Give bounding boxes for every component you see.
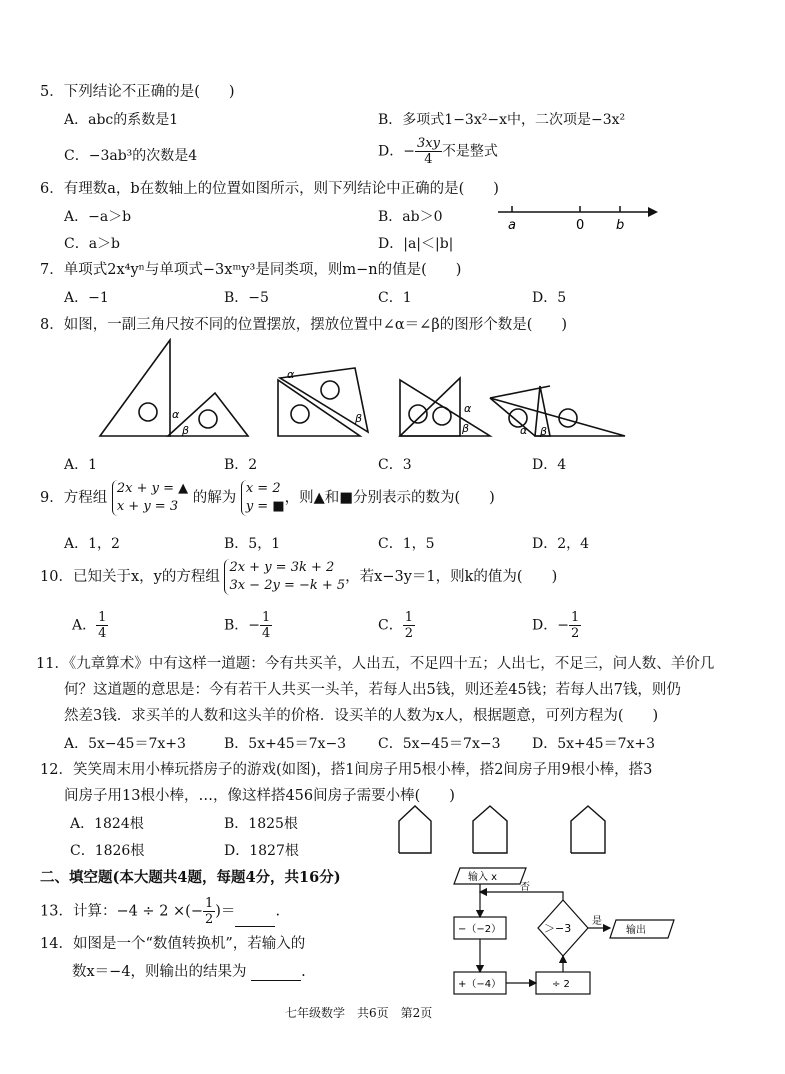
flowchart: [440, 860, 690, 1005]
q6-option-a: A．−a＞b: [64, 209, 132, 225]
q6-option-d: D．|a|＜|b|: [378, 236, 454, 252]
fig3-alpha: α: [464, 402, 472, 415]
q11-line-1: 11．《九章算术》中有这样一道题：今有共买羊，人出五，不足四十五；人出七，不足三，问人数、羊价几: [36, 656, 715, 672]
q14-line-2: 数x＝−4，则输出的结果为 .: [72, 964, 306, 980]
fig2-beta: β: [355, 412, 363, 425]
flow-output-label: 输出: [626, 925, 646, 936]
q12-option-a: A．1824根: [70, 816, 144, 832]
q14-answer-blank[interactable]: [251, 966, 301, 981]
q12-option-b: B．1825根: [224, 816, 298, 832]
q11-option-c: C．5x−45＝7x−3: [378, 736, 501, 752]
q10-option-d: D．− $\frac{1}{2}$: [532, 610, 580, 641]
number-line-arrow: [648, 207, 658, 217]
fig4-beta: β: [540, 425, 548, 438]
figure-3: [400, 378, 490, 436]
figure-1: [100, 340, 248, 436]
q11-option-d: D．5x+45＝7x+3: [532, 736, 656, 752]
flow-divide-label: ÷ 2: [552, 979, 570, 990]
q12-line-1: 12．笑笑周末用小棒玩搭房子的游戏(如图)，搭1间房子用5根小棒，搭2间房子用9根小棒，搭3: [40, 762, 653, 778]
q12-option-d: D．1827根: [224, 843, 299, 859]
q5-option-d: D．− $\frac{3xy}{4}$ 不是整式: [378, 136, 498, 167]
q10-option-c: C． $\frac{1}{2}$: [378, 610, 413, 641]
q8-option-b: B．2: [224, 457, 258, 473]
q12-option-c: C．1826根: [70, 843, 145, 859]
q13-answer-blank[interactable]: [235, 912, 275, 927]
flow-compare-label: ＞−3: [544, 922, 572, 935]
q6-option-c: C．a＞b: [64, 236, 121, 252]
flow-input-label: 输入 x: [468, 872, 498, 883]
q7-stem: 7．单项式2x⁴yⁿ与单项式−3xᵐy³是同类项，则m−n的值是( ): [40, 262, 462, 278]
fig2-alpha: α: [287, 368, 295, 381]
fig4-alpha: α: [520, 424, 528, 437]
q10-option-b: B．− $\frac{1}{4}$: [224, 610, 271, 641]
q8-option-d: D．4: [532, 457, 567, 473]
q8-stem: 8．如图，一副三角尺按不同的位置摆放，摆放位置中∠α＝∠β的图形个数是( ): [40, 317, 568, 333]
houses-2: [473, 806, 507, 853]
label-a: a: [508, 218, 516, 233]
label-b: b: [616, 218, 625, 233]
q8-option-a: A．1: [64, 457, 98, 473]
q5-option-a: A．abc的系数是1: [64, 112, 179, 128]
label-zero: 0: [576, 218, 585, 233]
q11-option-a: A．5x−45＝7x+3: [64, 736, 186, 752]
q7-option-c: C．1: [378, 290, 412, 306]
house-1: [399, 806, 431, 853]
q9-stem: 9．方程组 2x + y = ▲ x + y = 3 的解为 x = 2 y = ■，则▲和■分别表示的数为( ): [40, 481, 495, 514]
houses-3: [571, 806, 605, 853]
q11-line-2: 何？这道题的意思是：今有若干人共买一头羊，若每人出5钱，则还差45钱；若每人出7钱，则仍: [64, 682, 681, 698]
q10-option-a: A． $\frac{1}{4}$: [72, 610, 107, 641]
flow-minus-label: −（−2）: [458, 924, 502, 935]
q6-option-b: B．ab＞0: [378, 209, 443, 225]
q9-option-c: C．1，5: [378, 536, 435, 552]
fig1-beta: β: [182, 424, 190, 437]
q7-option-a: A．−1: [64, 290, 109, 306]
section-2-heading: 二、填空题(本大题共4题，每题4分，共16分): [40, 869, 341, 886]
q7-option-b: B．−5: [224, 290, 269, 306]
q7-option-d: D．5: [532, 290, 567, 306]
q14-line-1: 14．如图是一个“数值转换机”，若输入的: [40, 936, 306, 952]
q6-stem: 6．有理数a，b在数轴上的位置如图所示，则下列结论中正确的是( ): [40, 181, 499, 197]
flow-plus-label: +（−4）: [458, 979, 502, 990]
q5-stem: 5．下列结论不正确的是( ): [40, 84, 235, 100]
q8-option-c: C．3: [378, 457, 412, 473]
fig3-beta: β: [462, 422, 470, 435]
q9-option-b: B．5，1: [224, 536, 281, 552]
flow-yes-label: 是: [592, 916, 602, 927]
q10-stem: 10．已知关于x，y的方程组 2x + y = 3k + 2 3x − 2y = −k + 5，若x−3y＝1，则k的值为( ): [40, 560, 558, 593]
q5-option-b: B．多项式1−3x²−x中，二次项是−3x²: [378, 112, 626, 128]
q5-option-c: C．−3ab³的次数是4: [64, 148, 198, 164]
fig1-alpha: α: [172, 408, 180, 421]
q11-option-b: B．5x+45＝7x−3: [224, 736, 347, 752]
triangle-rulers-figures: [90, 338, 670, 443]
q13-stem: 13．计算：−4 ÷ 2 ×(− $\frac{1}{2}$ )＝ .: [40, 896, 281, 927]
q11-line-3: 然差3钱．求买羊的人数和这头羊的价格．设买羊的人数为x人，根据题意，可列方程为( ): [64, 708, 659, 724]
page-footer: 七年级数学 共6页 第2页: [285, 1006, 433, 1020]
q9-option-a: A．1，2: [64, 536, 120, 552]
figure-4: [490, 386, 625, 436]
flow-no-label: 否: [520, 882, 530, 893]
number-line-figure: [490, 200, 665, 236]
houses-figure: [395, 803, 685, 855]
q12-line-2: 间房子用13根小棒，…，像这样搭456间房子需要小棒( ): [64, 788, 455, 804]
q9-option-d: D．2，4: [532, 536, 590, 552]
